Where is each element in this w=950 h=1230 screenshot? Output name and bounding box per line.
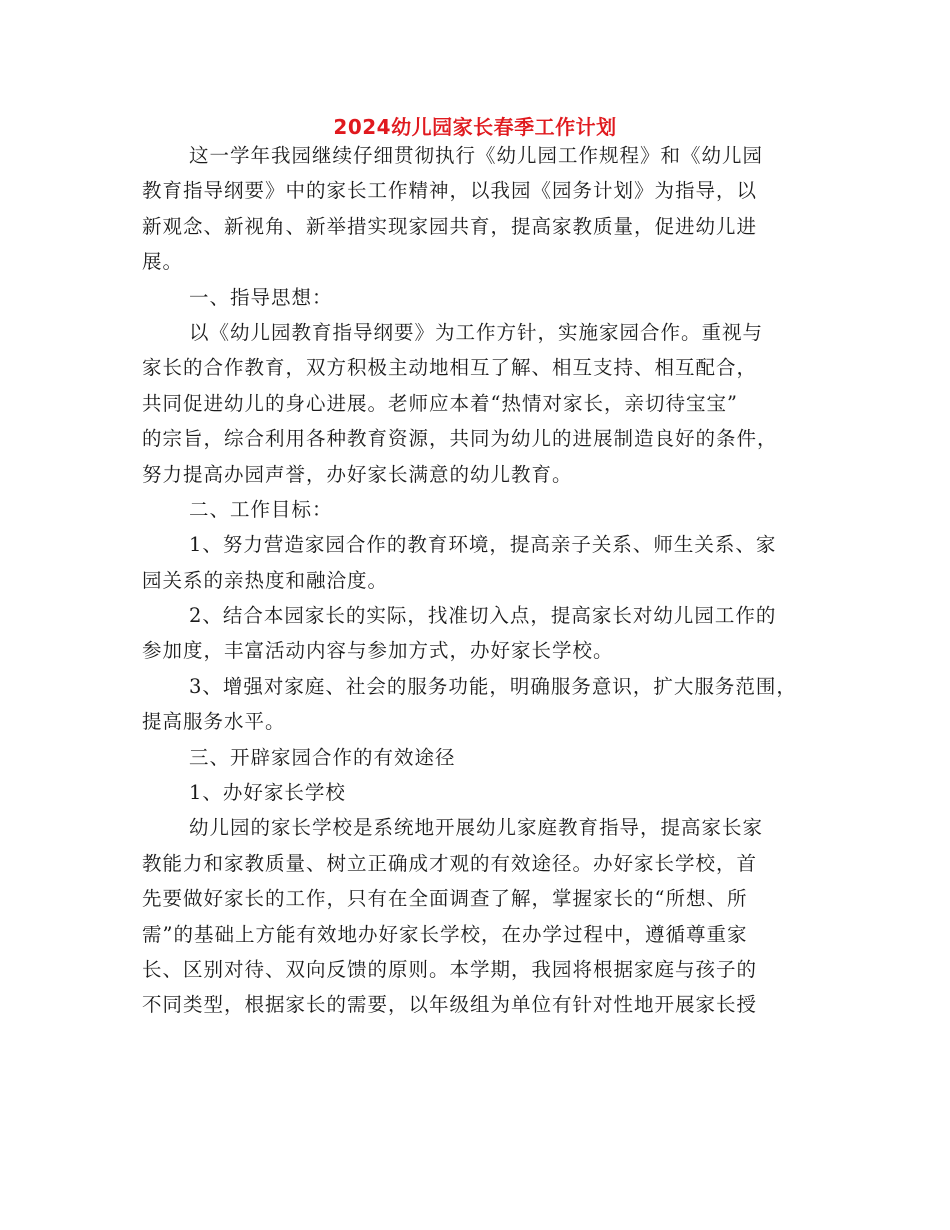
text-line: 二、工作目标： <box>189 497 333 521</box>
text-line: 这一学年我园继续仔细贯彻执行《幼儿园工作规程》和《幼儿园 <box>189 144 764 167</box>
text-line: 以《幼儿园教育指导纲要》为工作方针，实施家园合作。重视与 <box>189 320 764 344</box>
text-line: 幼儿园的家长学校是系统地开展幼儿家庭教育指导，提高家长家 <box>189 816 764 840</box>
text-line: 参加度，丰富活动内容与参加方式，办好家长学校。 <box>142 639 614 663</box>
text-line: 3、增强对家庭、社会的服务功能，明确服务意识，扩大服务范围， <box>189 674 797 698</box>
text-line: 教育指导纲要》中的家长工作精神，以我园《园务计划》为指导，以 <box>142 179 758 203</box>
text-line: 提高服务水平。 <box>142 710 286 734</box>
text-line: 1、努力营造家园合作的教育环境，提高亲子关系、师生关系、家 <box>189 533 777 557</box>
text-line: 不同类型，根据家长的需要，以年级组为单位有针对性地开展家长授 <box>142 993 758 1017</box>
text-line: 新观念、新视角、新举措实现家园共育，提高家教质量，促进幼儿进 <box>142 214 758 238</box>
text-line: 教能力和家教质量、树立正确成才观的有效途径。办好家长学校，首 <box>142 851 758 875</box>
text-line: 努力提高办园声誉，办好家长满意的幼儿教育。 <box>142 462 573 486</box>
text-line: 2、结合本园家长的实际，找准切入点，提高家长对幼儿园工作的 <box>189 604 777 628</box>
document-title: 2024幼儿园家长春季工作计划 <box>333 115 617 139</box>
text-line: 三、开辟家园合作的有效途径 <box>189 745 456 769</box>
text-line: 长、区别对待、双向反馈的原则。本学期，我园将根据家庭与孩子的 <box>142 957 758 981</box>
text-line: 需”的基础上方能有效地办好家长学校，在办学过程中，遵循尊重家 <box>142 922 748 946</box>
text-line: 展。 <box>142 250 184 274</box>
text-line: 先要做好家长的工作，只有在全面调查了解，掌握家长的“所想、所 <box>142 887 748 911</box>
text-line: 的宗旨，综合利用各种教育资源，共同为幼儿的进展制造良好的条件， <box>142 427 778 451</box>
text-line: 家长的合作教育，双方积极主动地相互了解、相互支持、相互配合， <box>142 356 758 380</box>
document-body <box>142 138 822 1023</box>
text-line: 共同促进幼儿的身心进展。老师应本着“热情对家长，亲切待宝宝” <box>142 391 738 415</box>
text-line: 一、指导思想： <box>189 285 333 309</box>
text-line: 园关系的亲热度和融洽度。 <box>142 568 389 592</box>
text-line: 1、办好家长学校 <box>189 781 346 805</box>
